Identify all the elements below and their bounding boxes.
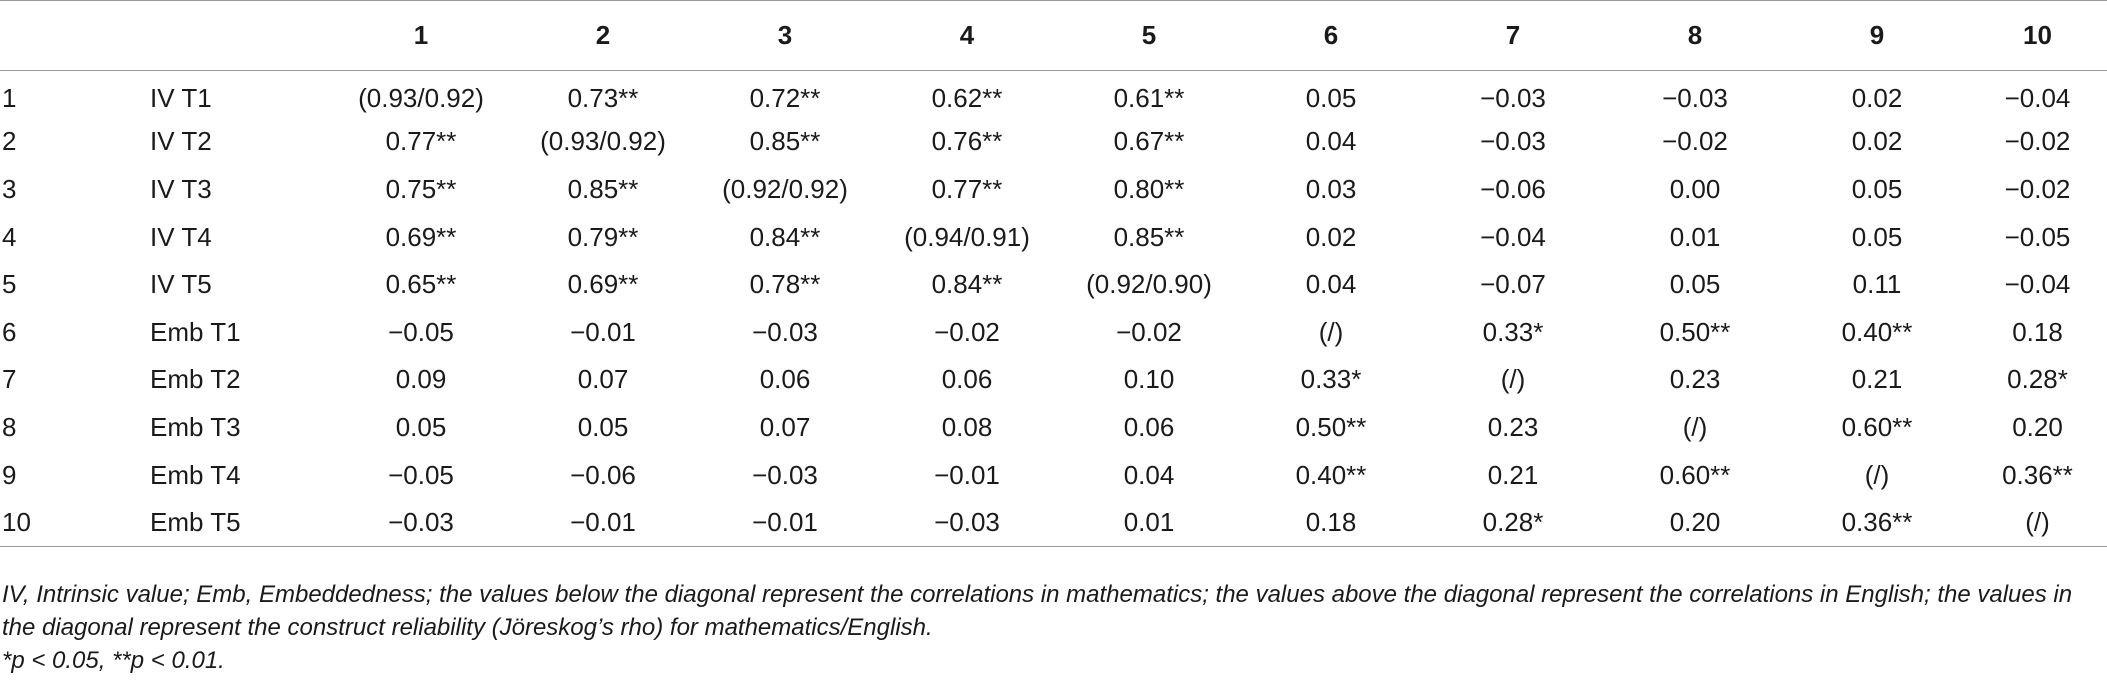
- correlation-cell: 0.23: [1669, 364, 1721, 395]
- correlation-cell: 0.04: [1305, 269, 1357, 300]
- header-col-2: 2: [595, 20, 611, 50]
- correlation-cell: −0.03: [1662, 83, 1728, 114]
- correlation-cell: 0.11: [1852, 269, 1902, 300]
- table-row: [0, 261, 2107, 309]
- correlation-cell: 0.77**: [931, 173, 1003, 204]
- correlation-cell: −0.05: [388, 459, 454, 490]
- header-col-9: 9: [1869, 20, 1885, 50]
- correlation-cell: 0.60**: [1841, 411, 1913, 442]
- row-index: 1: [2, 83, 17, 114]
- correlation-cell: −0.01: [570, 316, 636, 347]
- footnote-abbreviations: IV, Intrinsic value; Emb, Embeddedness; the values below the diagonal represent the correlations in mathematics; the values above the diagonal represent the correlations in English; the values in the diagonal represent the construct reliability (Jöreskog’s rho) for mathematics/English.: [2, 581, 2073, 641]
- row-index: 4: [2, 221, 17, 252]
- correlation-cell: 0.80**: [1113, 173, 1185, 204]
- diagonal-cell: (0.94/0.91): [904, 221, 1030, 252]
- correlation-cell: 0.65**: [385, 269, 457, 300]
- correlation-cell: 0.85**: [567, 173, 639, 204]
- correlation-cell: 0.28*: [1482, 506, 1544, 537]
- correlation-cell: 0.85**: [1113, 221, 1185, 252]
- correlation-cell: 0.04: [1123, 459, 1175, 490]
- correlation-cell: 0.72**: [749, 83, 821, 114]
- row-variable: IV T2: [150, 126, 212, 157]
- correlation-cell: 0.85**: [749, 126, 821, 157]
- diagonal-cell: (/): [1682, 411, 1708, 442]
- correlation-cell: −0.04: [2004, 269, 2071, 300]
- correlation-cell: 0.05: [1851, 221, 1903, 252]
- correlation-cell: 0.05: [1851, 173, 1903, 204]
- correlation-cell: 0.01: [1669, 221, 1721, 252]
- correlation-cell: −0.03: [934, 506, 1000, 537]
- correlation-cell: 0.36**: [1841, 506, 1913, 537]
- correlation-cell: 0.10: [1123, 364, 1175, 395]
- header-col-8: 8: [1687, 20, 1703, 50]
- table-row: [0, 71, 2107, 119]
- row-variable: Emb T5: [150, 506, 241, 537]
- table-body: [0, 71, 2107, 547]
- correlation-cell: −0.02: [934, 316, 1000, 347]
- header-col-4: 4: [959, 20, 975, 50]
- row-index: 3: [2, 173, 17, 204]
- table-row: [0, 499, 2107, 547]
- correlation-cell: −0.04: [2004, 83, 2071, 114]
- correlation-cell: −0.03: [1480, 83, 1546, 114]
- correlation-cell: −0.01: [570, 506, 636, 537]
- header-col-3: 3: [777, 20, 793, 50]
- row-variable: IV T4: [150, 221, 212, 252]
- header-row: [0, 1, 2107, 71]
- correlation-cell: 0.09: [395, 364, 447, 395]
- correlation-cell: 0.05: [577, 411, 629, 442]
- correlation-cell: 0.01: [1123, 506, 1175, 537]
- correlation-cell: 0.40**: [1841, 316, 1913, 347]
- row-variable: IV T3: [150, 173, 212, 204]
- row-index: 2: [2, 126, 17, 157]
- correlation-cell: −0.03: [388, 506, 454, 537]
- correlation-cell: 0.06: [941, 364, 993, 395]
- row-index: 6: [2, 316, 17, 347]
- correlation-cell: −0.05: [388, 316, 454, 347]
- correlation-cell: −0.04: [1480, 221, 1546, 252]
- correlation-cell: 0.69**: [385, 221, 457, 252]
- table-row: [0, 213, 2107, 261]
- correlation-cell: 0.18: [1305, 506, 1357, 537]
- correlation-cell: 0.73**: [567, 83, 639, 114]
- correlation-cell: −0.03: [752, 459, 818, 490]
- row-index: 8: [2, 411, 17, 442]
- correlation-cell: 0.18: [2012, 316, 2063, 347]
- correlation-cell: 0.07: [577, 364, 629, 395]
- table-row: [0, 118, 2107, 166]
- table-row: [0, 451, 2107, 499]
- correlation-cell: 0.75**: [385, 173, 457, 204]
- correlation-cell: −0.02: [1662, 126, 1728, 157]
- correlation-cell: 0.02: [1851, 83, 1903, 114]
- correlation-cell: 0.20: [1669, 506, 1721, 537]
- table-row: [0, 356, 2107, 404]
- correlation-cell: 0.77**: [385, 126, 457, 157]
- row-variable: IV T1: [150, 83, 212, 114]
- correlation-cell: 0.33*: [1482, 316, 1544, 347]
- header-blank: [0, 1, 150, 71]
- correlation-cell: 0.05: [395, 411, 447, 442]
- diagonal-cell: (0.92/0.92): [722, 173, 848, 204]
- diagonal-cell: (/): [1864, 459, 1890, 490]
- diagonal-cell: (/): [1500, 364, 1526, 395]
- table-footnotes: [2, 578, 2102, 677]
- correlation-cell: 0.67**: [1113, 126, 1185, 157]
- correlation-cell: 0.28*: [2007, 364, 2068, 395]
- table-row: [0, 308, 2107, 356]
- correlation-cell: 0.02: [1305, 221, 1357, 252]
- diagonal-cell: (0.92/0.90): [1086, 269, 1212, 300]
- correlation-cell: 0.60**: [1659, 459, 1731, 490]
- correlation-cell: 0.76**: [931, 126, 1003, 157]
- header-col-6: 6: [1323, 20, 1339, 50]
- correlation-cell: −0.02: [2004, 173, 2071, 204]
- correlation-cell: 0.40**: [1295, 459, 1367, 490]
- row-variable: Emb T2: [150, 364, 241, 395]
- row-index: 10: [2, 506, 31, 537]
- correlation-cell: 0.36**: [2002, 459, 2073, 490]
- row-variable: Emb T1: [150, 316, 241, 347]
- correlation-cell: 0.03: [1305, 173, 1357, 204]
- correlation-cell: 0.21: [1487, 459, 1539, 490]
- correlation-cell: 0.20: [2012, 411, 2063, 442]
- correlation-cell: 0.84**: [749, 221, 821, 252]
- header-blank: [150, 1, 330, 71]
- correlation-cell: 0.84**: [931, 269, 1003, 300]
- correlation-cell: 0.61**: [1113, 83, 1185, 114]
- header-col-7: 7: [1505, 20, 1521, 50]
- row-variable: Emb T4: [150, 459, 241, 490]
- correlation-cell: 0.07: [759, 411, 811, 442]
- correlation-cell: 0.05: [1669, 269, 1721, 300]
- diagonal-cell: (0.93/0.92): [540, 126, 666, 157]
- correlation-cell: 0.69**: [567, 269, 639, 300]
- header-col-5: 5: [1141, 20, 1157, 50]
- correlation-cell: 0.06: [1123, 411, 1175, 442]
- correlation-cell: 0.23: [1487, 411, 1539, 442]
- correlation-cell: −0.01: [752, 506, 818, 537]
- row-variable: IV T5: [150, 269, 212, 300]
- correlation-cell: 0.50**: [1659, 316, 1731, 347]
- row-index: 9: [2, 459, 17, 490]
- correlation-cell: 0.06: [759, 364, 811, 395]
- correlation-cell: 0.05: [1305, 83, 1357, 114]
- correlation-cell: −0.03: [752, 316, 818, 347]
- correlation-cell: 0.50**: [1295, 411, 1367, 442]
- diagonal-cell: (0.93/0.92): [358, 83, 484, 114]
- row-index: 5: [2, 269, 17, 300]
- correlation-cell: 0.08: [941, 411, 993, 442]
- correlation-cell: 0.79**: [567, 221, 639, 252]
- correlation-cell: −0.02: [1116, 316, 1182, 347]
- correlation-cell: 0.04: [1305, 126, 1357, 157]
- correlation-cell: 0.78**: [749, 269, 821, 300]
- correlation-cell: −0.01: [934, 459, 1000, 490]
- correlation-cell: −0.06: [570, 459, 636, 490]
- correlation-cell: 0.62**: [931, 83, 1003, 114]
- header-col-10: 10: [2023, 20, 2052, 50]
- footnote-significance: *p < 0.05, **p < 0.01.: [2, 647, 225, 674]
- header-col-1: 1: [413, 20, 429, 50]
- correlation-cell: −0.06: [1480, 173, 1546, 204]
- correlation-cell: 0.02: [1851, 126, 1903, 157]
- row-index: 7: [2, 364, 17, 395]
- correlation-cell: −0.03: [1480, 126, 1546, 157]
- correlation-cell: −0.02: [2004, 126, 2071, 157]
- correlation-cell: 0.33*: [1300, 364, 1362, 395]
- correlation-cell: 0.00: [1669, 173, 1721, 204]
- diagonal-cell: (/): [2025, 506, 2050, 537]
- table-row: [0, 404, 2107, 452]
- correlation-cell: −0.07: [1480, 269, 1546, 300]
- table-row: [0, 166, 2107, 214]
- row-variable: Emb T3: [150, 411, 241, 442]
- correlation-cell: 0.21: [1851, 364, 1903, 395]
- diagonal-cell: (/): [1318, 316, 1344, 347]
- correlation-cell: −0.05: [2004, 221, 2071, 252]
